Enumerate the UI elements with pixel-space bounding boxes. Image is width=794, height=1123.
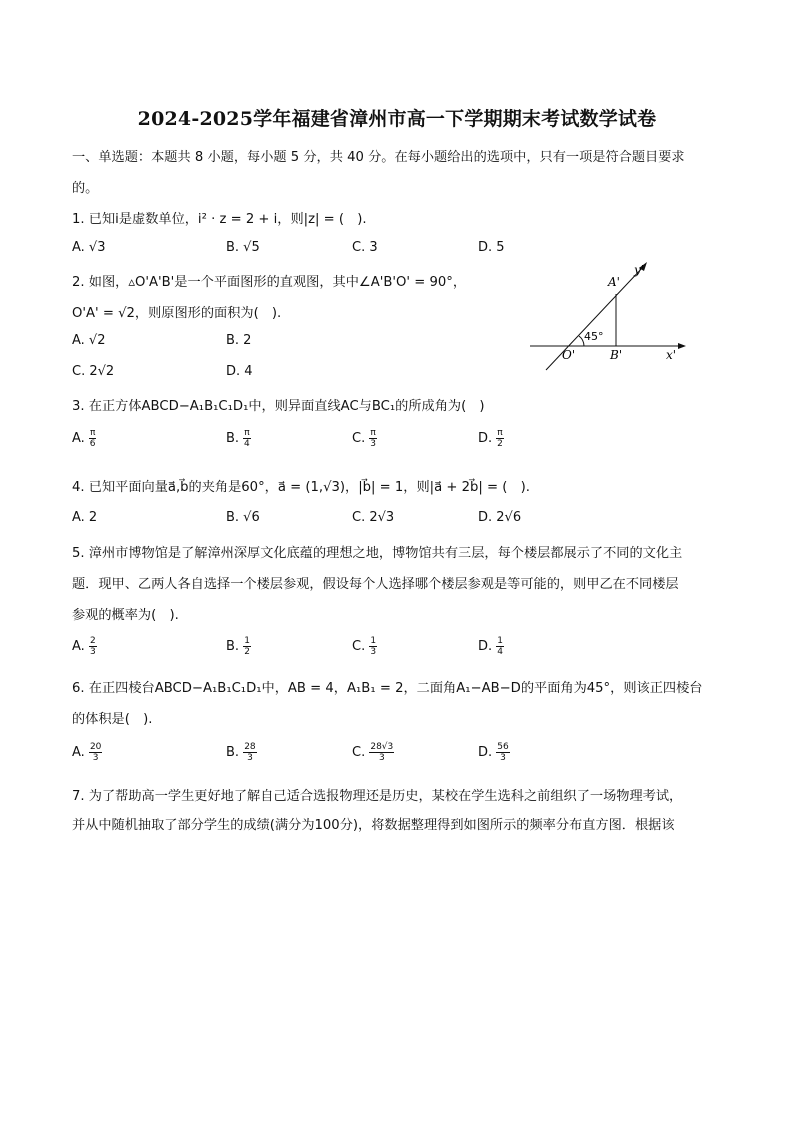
denominator: 3	[370, 439, 376, 449]
q1-option-a: A. √3	[72, 240, 106, 255]
q5-option-d	[478, 636, 504, 657]
numerator: 1	[370, 636, 377, 646]
denominator: 4	[497, 647, 504, 657]
numerator: 20	[89, 742, 102, 752]
page-title: 2024-2025学年福建省漳州市高一下学期期末考试数学试卷	[137, 108, 657, 130]
denominator: 6	[89, 439, 96, 449]
numerator: 1	[497, 636, 504, 646]
option-letter: C.	[352, 639, 366, 654]
option-letter: A.	[72, 745, 85, 760]
q5-option-b	[226, 636, 251, 657]
section-heading-line1: 一、单选题：本题共 8 小题，每小题 5 分，共 40 分。在每小题给出的选项中，只有一项是符合题目要求	[72, 150, 685, 165]
q5-stem-line1: 5. 漳州市博物馆是了解漳州深厚文化底蕴的理想之地，博物馆共有三层，每个楼层都展示了不同的文化主	[72, 546, 683, 561]
option-letter: B.	[226, 745, 240, 760]
q4-stem: 4. 已知平面向量a⃗,b⃗的夹角是60°，a⃗ = (1,√3)，|b⃗| = 1，则|a⃗ + 2b⃗| = ( ).	[72, 480, 530, 495]
q4-option-d: D. 2√6	[478, 510, 522, 525]
fraction	[369, 428, 376, 449]
fraction	[89, 636, 97, 657]
section-heading-line2: 的。	[72, 181, 99, 196]
numerator: 56	[497, 742, 509, 752]
q2-option-b: B. 2	[226, 333, 252, 348]
denominator: 2	[244, 647, 250, 657]
option-letter: D.	[478, 639, 493, 654]
q5-stem-line3: 参观的概率为( ).	[72, 608, 179, 623]
q6-option-c	[352, 742, 394, 763]
denominator: 4	[244, 439, 250, 449]
q7-stem-line1: 7. 为了帮助高一学生更好地了解自己适合选报物理还是历史，某校在学生选科之前组织了一场物理考试，	[72, 789, 683, 804]
fraction	[369, 742, 394, 763]
option-letter: D.	[478, 431, 493, 446]
numerator: 28	[244, 742, 256, 752]
numerator: 2	[89, 636, 96, 646]
denominator: 3	[89, 647, 96, 657]
q5-option-c	[352, 636, 377, 657]
numerator: π	[244, 428, 250, 438]
option-letter: A.	[72, 431, 85, 446]
q3-option-b	[226, 428, 251, 449]
q2-option-a: A. √2	[72, 333, 106, 348]
q7-stem-line2: 并从中随机抽取了部分学生的成绩(满分为100分)，将数据整理得到如图所示的频率分布直方图．根据该	[72, 818, 675, 833]
fraction	[89, 428, 96, 449]
numerator: π	[370, 428, 376, 438]
denominator: 3	[247, 753, 253, 763]
denominator: 3	[378, 753, 385, 763]
option-letter: A.	[72, 639, 85, 654]
fraction	[243, 428, 250, 449]
q2-option-d: D. 4	[226, 364, 253, 379]
label-x-prime: x'	[666, 348, 677, 362]
q3-option-c	[352, 428, 377, 449]
option-letter: C.	[352, 745, 366, 760]
option-letter: B.	[226, 431, 240, 446]
label-y-prime: y'	[634, 263, 645, 277]
denominator: 3	[500, 753, 506, 763]
q6-option-a	[72, 742, 102, 763]
fraction	[243, 742, 256, 763]
numerator: 1	[244, 636, 250, 646]
q4-option-a: A. 2	[72, 510, 98, 525]
q6-option-d	[478, 742, 510, 763]
q3-option-d	[478, 428, 504, 449]
label-angle-45: 45°	[584, 330, 604, 343]
label-o-prime: O'	[562, 348, 576, 362]
q3-stem: 3. 在正方体ABCD−A₁B₁C₁D₁中，则异面直线AC与BC₁的所成角为( )	[72, 399, 485, 414]
q5-stem-line2: 题．现甲、乙两人各自选择一个楼层参观，假设每个人选择哪个楼层参观是等可能的，则甲乙在不同楼层	[72, 577, 679, 592]
x-axis-arrow	[678, 343, 686, 349]
denominator: 2	[497, 439, 503, 449]
q1-option-c: C. 3	[352, 240, 378, 255]
q2-stem-line1: 2. 如图，▵O'A'B'是一个平面图形的直观图，其中∠A'B'O' = 90°，	[72, 275, 467, 290]
q1-option-d: D. 5	[478, 240, 505, 255]
label-a-prime: A'	[608, 275, 620, 289]
option-letter: C.	[352, 431, 366, 446]
y-axis-line	[546, 266, 644, 370]
numerator: π	[497, 428, 503, 438]
q5-option-a	[72, 636, 97, 657]
denominator: 3	[92, 753, 99, 763]
option-letter: B.	[226, 639, 240, 654]
label-b-prime: B'	[610, 348, 623, 362]
fraction	[496, 636, 504, 657]
fraction	[369, 636, 377, 657]
fraction	[496, 742, 509, 763]
q6-stem-line1: 6. 在正四棱台ABCD−A₁B₁C₁D₁中，AB = 4，A₁B₁ = 2，二面角A₁−AB−D的平面角为45°，则该正四棱台	[72, 681, 703, 696]
fraction	[89, 742, 102, 763]
q3-option-a	[72, 428, 96, 449]
denominator: 3	[370, 647, 377, 657]
q6-option-b	[226, 742, 257, 763]
q1-option-b: B. √5	[226, 240, 260, 255]
q2-option-c: C. 2√2	[72, 364, 115, 379]
q2-stem-line2: O'A' = √2，则原图形的面积为( ).	[72, 306, 282, 321]
q4-option-c: C. 2√3	[352, 510, 395, 525]
q1-stem: 1. 已知i是虚数单位，i² · z = 2 + i，则|z| = ( ).	[72, 212, 367, 227]
fraction	[496, 428, 503, 449]
q6-stem-line2: 的体积是( ).	[72, 712, 153, 727]
numerator: π	[89, 428, 96, 438]
numerator: 28√3	[370, 742, 394, 752]
fraction	[243, 636, 251, 657]
oblique-projection-figure	[526, 258, 696, 374]
option-letter: D.	[478, 745, 493, 760]
q4-option-b: B. √6	[226, 510, 260, 525]
